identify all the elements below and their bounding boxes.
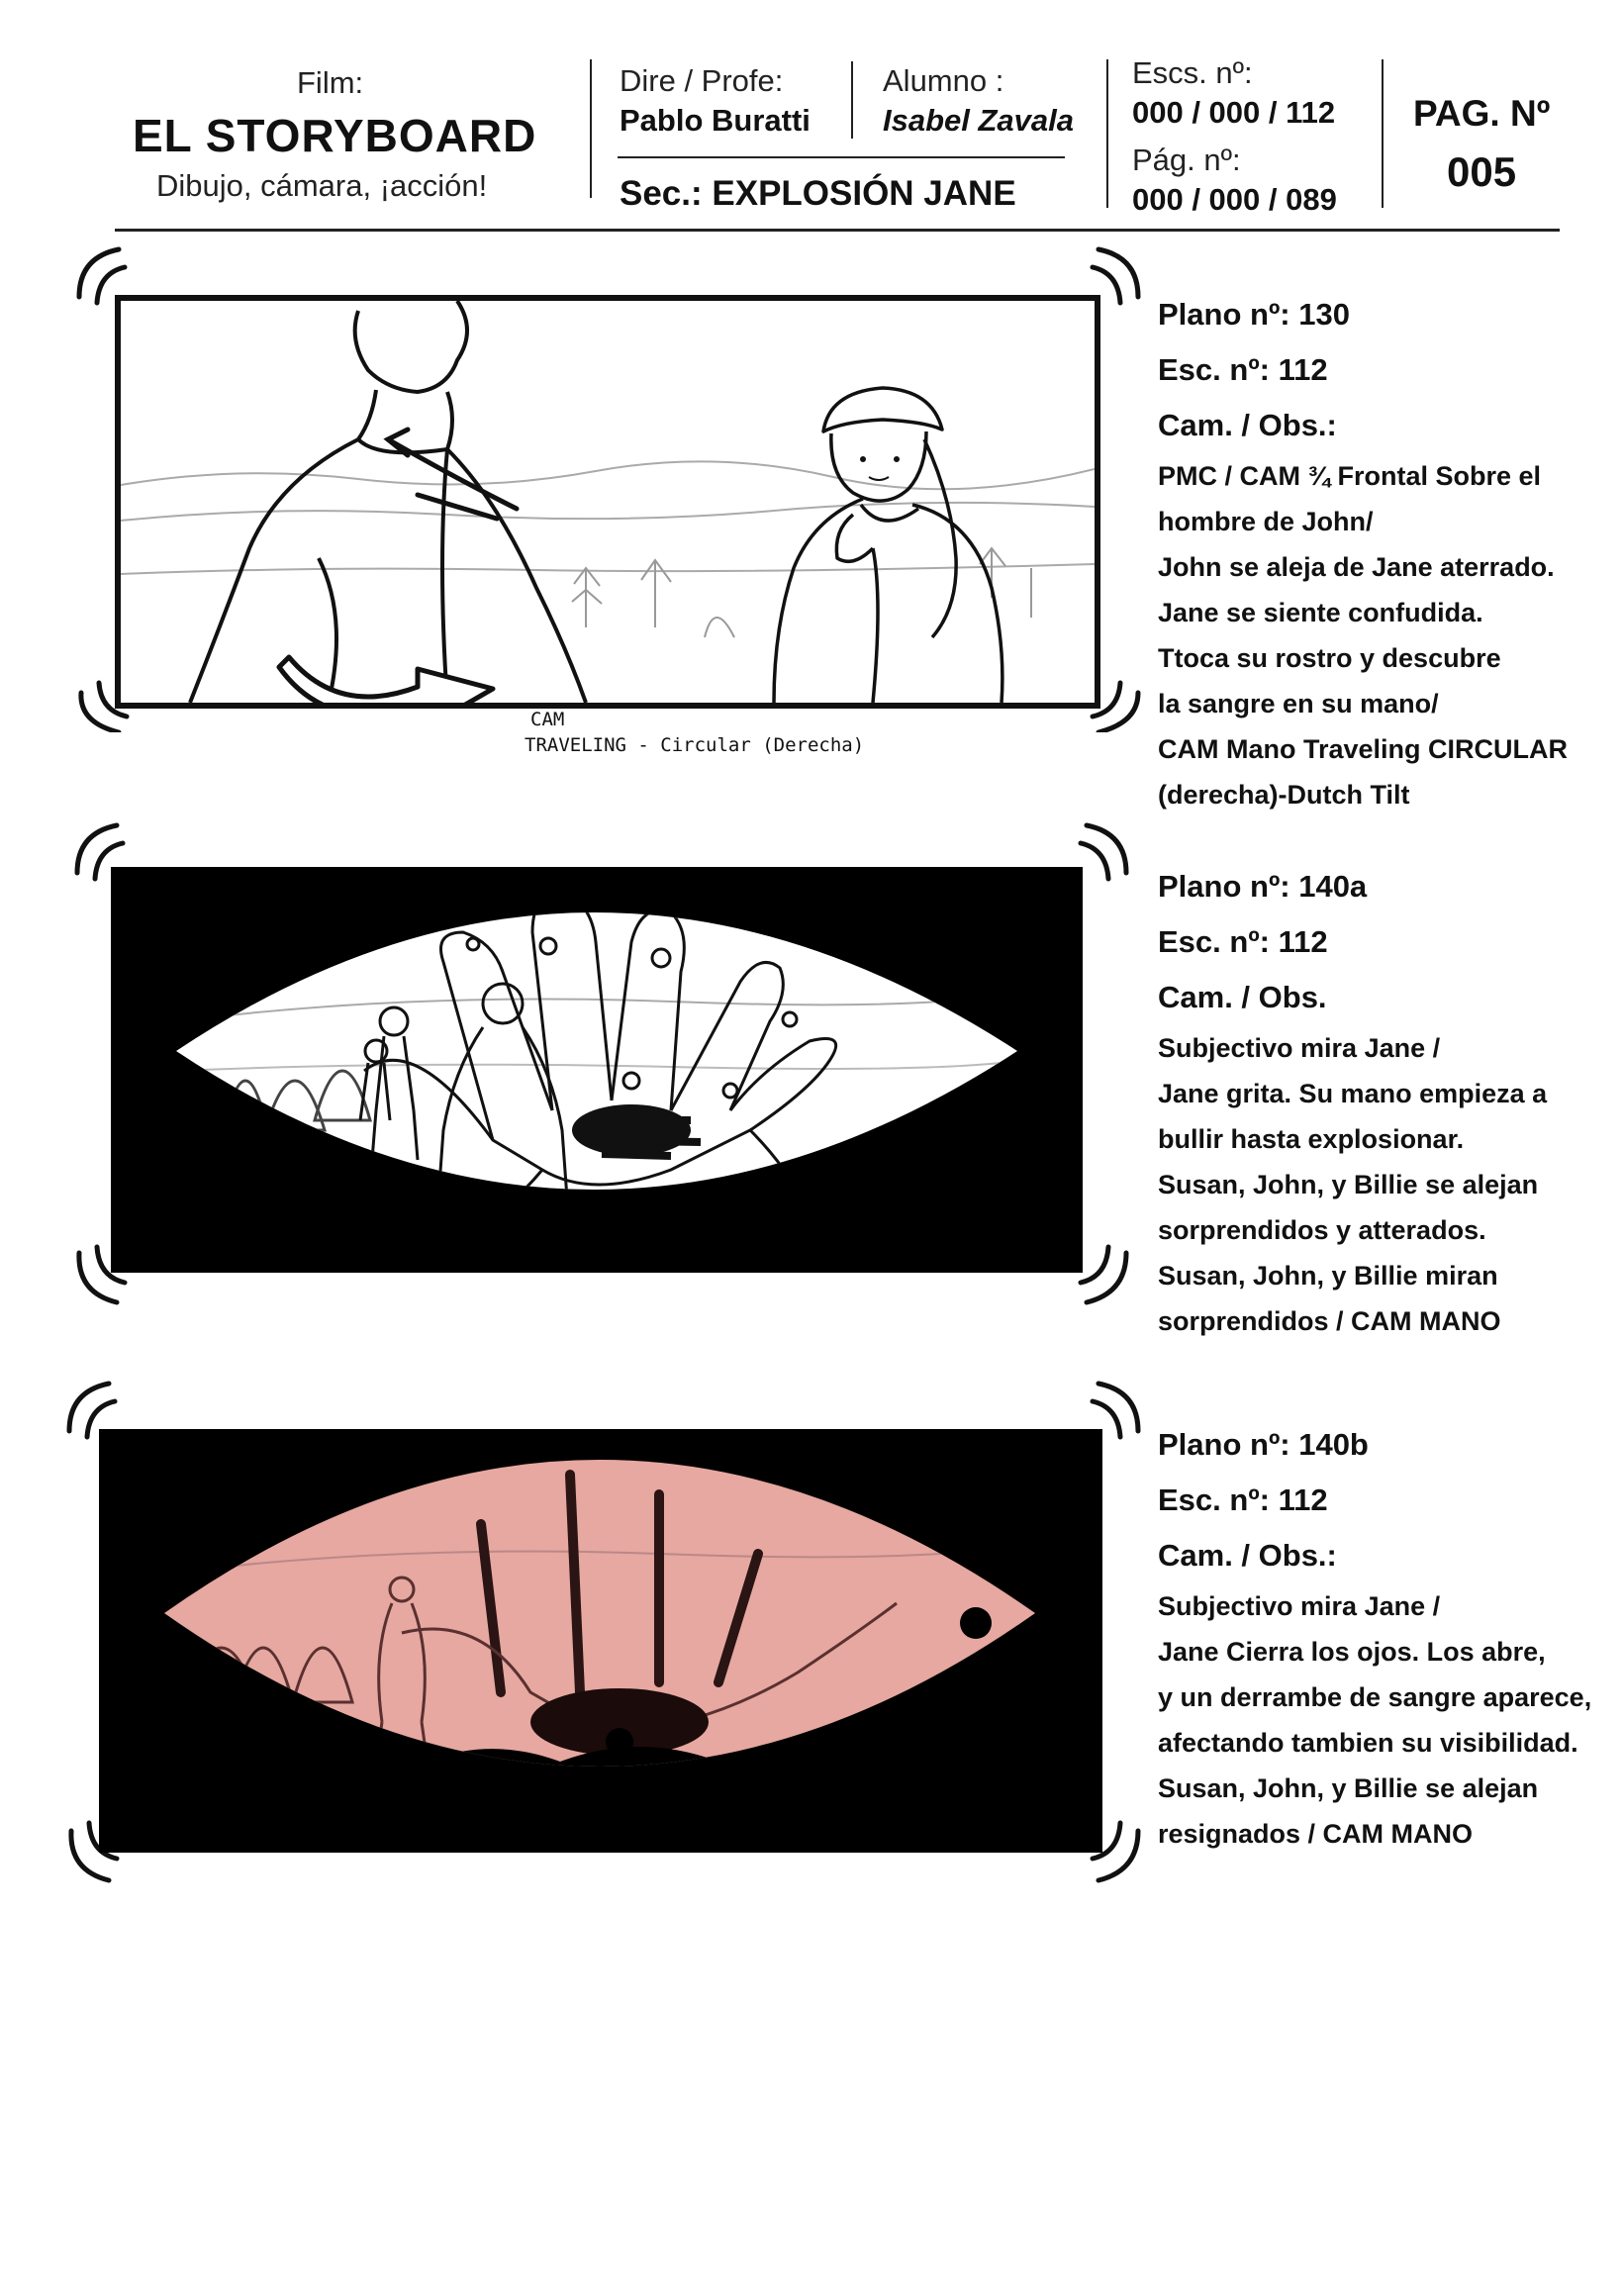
note-line: Susan, John, y Billie se alejan [1158,1170,1539,1199]
film-title: EL STORYBOARD [133,110,537,161]
pag-label: PAG. Nº [1413,93,1551,134]
pag-value: 005 [1447,148,1517,195]
note-line: (derecha)-Dutch Tilt [1158,780,1410,810]
note-line: bullir hasta explosionar. [1158,1124,1465,1154]
director-label: Dire / Profe: [620,63,784,98]
note-line: John se aleja de Jane aterrado. [1158,552,1555,582]
scene-number: Esc. nº: 112 [1158,1483,1328,1517]
note-line: sorprendidos / CAM MANO [1158,1306,1501,1336]
header-divider [1106,59,1108,208]
header-divider [851,61,853,139]
camera-handnote: CAM [530,709,565,730]
panel-drawing [105,1435,1097,1847]
storyboard-panel-140b [99,1429,1102,1853]
scene-number: Esc. nº: 112 [1158,352,1328,387]
header-divider [590,59,592,198]
camera-observations-label: Cam. / Obs.: [1158,1538,1337,1573]
camera-observations-label: Cam. / Obs.: [1158,408,1337,442]
film-label: Film: [297,65,364,100]
plano-number: Plano nº: 140b [1158,1427,1369,1462]
panel-notes-140a [1158,859,1613,1344]
panel-drawing [121,301,1095,703]
note-line: Ttoca su rostro y descubre [1158,643,1501,673]
scene-number: Esc. nº: 112 [1158,924,1328,959]
camera-observations-label: Cam. / Obs. [1158,980,1327,1014]
note-line: Subjectivo mira Jane / [1158,1591,1441,1621]
storyboard-panel-130 [115,295,1100,709]
note-line: y un derrambe de sangre aparece, [1158,1682,1592,1712]
note-line: Subjectivo mira Jane / [1158,1033,1441,1063]
panel-notes-130 [1158,287,1613,817]
plano-number: Plano nº: 140a [1158,869,1368,904]
traveling-handnote: TRAVELING - Circular (Derecha) [525,734,865,756]
note-line: Jane Cierra los ojos. Los abre, [1158,1637,1546,1667]
page-number-value: 000 / 000 / 089 [1132,182,1337,217]
note-line: hombre de John/ [1158,507,1374,536]
page-number-label: Pág. nº: [1132,143,1241,177]
film-subtitle: Dibujo, cámara, ¡acción! [156,168,488,203]
note-line: la sangre en su mano/ [1158,689,1439,718]
panel-drawing [117,873,1077,1267]
director-name: Pablo Buratti [620,103,811,138]
panel-notes-140b [1158,1417,1613,1857]
note-line: resignados / CAM MANO [1158,1819,1474,1849]
student-label: Alumno : [883,63,1004,98]
note-line: PMC / CAM ¾ Frontal Sobre el [1158,461,1542,491]
header-underline [618,156,1065,158]
note-line: Jane se siente confudida. [1158,598,1483,627]
note-line: Susan, John, y Billie miran [1158,1261,1498,1291]
plano-number: Plano nº: 130 [1158,297,1350,332]
scenes-value: 000 / 000 / 112 [1132,95,1336,130]
header-divider [1382,59,1384,208]
storyboard-panel-140a [111,867,1083,1273]
header-rule [115,229,1560,232]
note-line: afectando tambien su visibilidad. [1158,1728,1578,1758]
note-line: Susan, John, y Billie se alejan [1158,1773,1539,1803]
note-line: Jane grita. Su mano empieza a [1158,1079,1548,1108]
student-name: Isabel Zavala [883,103,1075,138]
note-line: CAM Mano Traveling CIRCULAR [1158,734,1569,764]
scenes-label: Escs. nº: [1132,55,1253,90]
sequence-title: Sec.: EXPLOSIÓN JANE [620,174,1016,213]
note-line: sorprendidos y atterados. [1158,1215,1486,1245]
